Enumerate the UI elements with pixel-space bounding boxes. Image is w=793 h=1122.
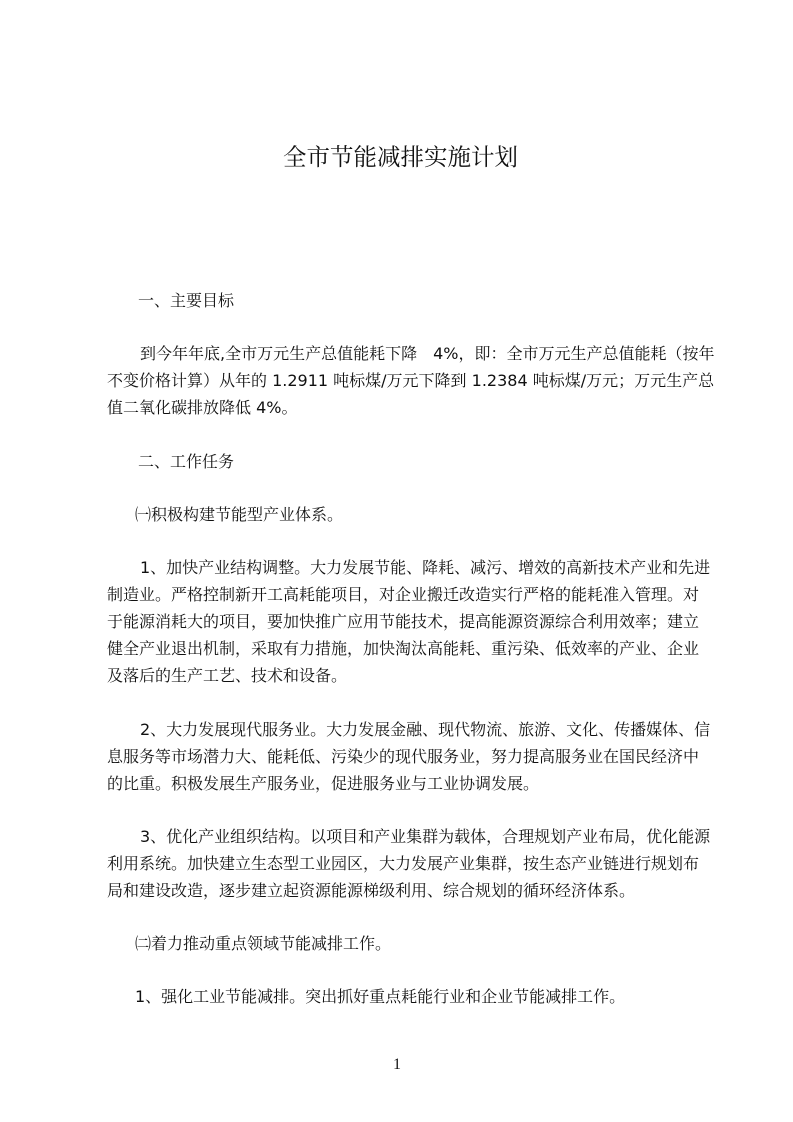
page-number: 1 [393,1056,401,1073]
paragraph-line: 3、优化产业组织结构。以项目和产业集群为载体，合理规划产业布局，优化能源 [140,827,711,846]
paragraph-line: 制造业。严格控制新开工高耗能项目，对企业搬迁改造实行严格的能耗准入管理。对 [107,585,700,604]
subheading-key-areas: ㈡着力推动重点领域节能减排工作。 [135,934,392,953]
document-title: 全市节能减排实施计划 [283,143,518,171]
paragraph-line: 值二氧化碳排放降低 4%。 [107,398,298,417]
paragraph-line: 到今年年底,全市万元生产总值能耗下降 4%，即：全市万元生产总值能耗（按年 [140,344,715,363]
paragraph-line: 1、加快产业结构调整。大力发展节能、降耗、减污、增效的高新技术产业和先进 [140,558,711,577]
item-paragraph-1 [107,554,717,689]
paragraph-line: 息服务等市场潜力大、能耗低、污染少的现代服务业，努力提高服务业在国民经济中 [107,747,700,766]
section-heading-goals: 一、主要目标 [138,291,235,310]
paragraph-line: 健全产业退出机制，采取有力措施，加快淘汰高能耗、重污染、低效率的产业、企业 [107,639,700,658]
item-industrial-energy-saving: 1、强化工业节能减排。突出抓好重点耗能行业和企业节能减排工作。 [135,987,626,1006]
item-paragraph-3 [107,823,717,904]
paragraph-line: 的比重。积极发展生产服务业，促进服务业与工业协调发展。 [107,774,540,793]
subheading-industry-system: ㈠积极构建节能型产业体系。 [135,505,344,524]
paragraph-line: 及落后的生产工艺、技术和设备。 [107,666,348,685]
paragraph-line: 于能源消耗大的项目，要加快推广应用节能技术，提高能源资源综合利用效率；建立 [107,612,700,631]
paragraph-line: 不变价格计算）从年的 1.2911 吨标煤/万元下降到 1.2384 吨标煤/万元；万元生产总 [107,371,715,390]
section-heading-tasks: 二、工作任务 [138,452,235,471]
goal-paragraph [107,340,717,421]
item-paragraph-2 [107,716,717,797]
paragraph-line: 2、大力发展现代服务业。大力发展金融、现代物流、旅游、文化、传播媒体、信 [140,720,711,739]
paragraph-line: 利用系统。加快建立生态型工业园区，大力发展产业集群，按生态产业链进行规划布 [107,854,700,873]
paragraph-line: 局和建设改造，逐步建立起资源能源梯级利用、综合规划的循环经济体系。 [107,881,636,900]
